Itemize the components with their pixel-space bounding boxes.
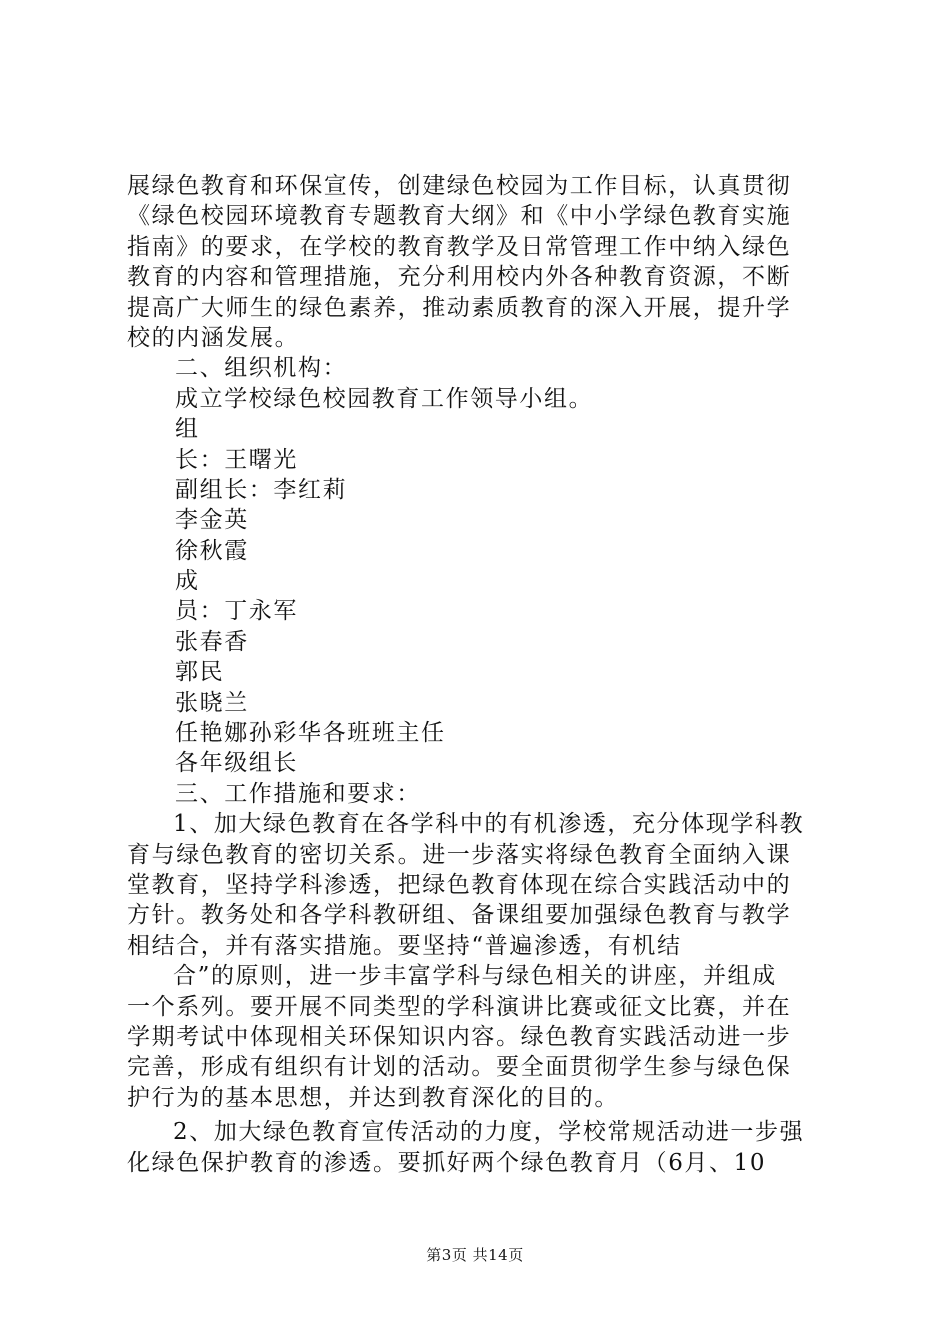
text-line: 完善，形成有组织有计划的活动。要全面贯彻学生参与绿色保	[127, 1054, 792, 1081]
text-line: 员：丁永军	[175, 598, 298, 625]
text-line: 一个系列。要开展不同类型的学科演讲比赛或征文比赛，并在	[127, 993, 792, 1020]
text-line: 徐秋霞	[175, 537, 249, 564]
text-line: 各年级组长	[175, 750, 298, 777]
text-line: 张春香	[175, 628, 249, 655]
section-heading: 三、工作措施和要求：	[175, 780, 421, 807]
text-line: 张晓兰	[175, 689, 249, 716]
section-heading: 二、组织机构：	[175, 355, 348, 382]
text-line: 育与绿色教育的密切关系。进一步落实将绿色教育全面纳入课	[127, 841, 792, 868]
text-line: 1、加大绿色教育在各学科中的有机渗透，充分体现学科教	[173, 811, 805, 838]
text-line: 合”的原则，进一步丰富学科与绿色相关的讲座，并组成	[173, 963, 777, 990]
text-line: 郭民	[175, 659, 225, 686]
text-line: 相结合，并有落实措施。要坚持“普遍渗透，有机结	[127, 932, 682, 959]
text-line: 任艳娜孙彩华各班班主任	[175, 720, 446, 747]
text-line: 教育的内容和管理措施，充分利用校内外各种教育资源，不断	[127, 264, 792, 291]
text-line: 学期考试中体现相关环保知识内容。绿色教育实践活动进一步	[127, 1023, 792, 1050]
text-line: 护行为的基本思想，并达到教育深化的目的。	[127, 1084, 619, 1111]
text-line: 副组长：李红莉	[175, 476, 348, 503]
document-body	[127, 171, 827, 1178]
text-line: 2、加大绿色教育宣传活动的力度，学校常规活动进一步强	[173, 1119, 805, 1146]
text-line: 展绿色教育和环保宣传，创建绿色校园为工作目标，认真贯彻	[127, 173, 792, 199]
text-line: 校的内涵发展。	[127, 324, 300, 351]
page-number: 第3页 共14页	[426, 1246, 524, 1264]
text-line: 长：王曙光	[175, 446, 298, 473]
text-line: 化绿色保护教育的渗透。要抓好两个绿色教育月（6月、10	[127, 1149, 767, 1176]
text-line: 提高广大师生的绿色素养，推动素质教育的深入开展，提升学	[127, 294, 792, 321]
text-line: 李金英	[175, 507, 249, 534]
text-line: 成	[175, 568, 200, 595]
text-line: 组	[175, 416, 200, 443]
text-line: 《绿色校园环境教育专题教育大纲》和《中小学绿色教育实施	[127, 203, 792, 230]
text-line: 方针。教务处和各学科教研组、备课组要加强绿色教育与教学	[127, 902, 792, 929]
text-line: 指南》的要求，在学校的教育教学及日常管理工作中纳入绿色	[127, 233, 792, 260]
text-line: 堂教育，坚持学科渗透，把绿色教育体现在综合实践活动中的	[127, 871, 792, 898]
text-line: 成立学校绿色校园教育工作领导小组。	[175, 385, 594, 412]
